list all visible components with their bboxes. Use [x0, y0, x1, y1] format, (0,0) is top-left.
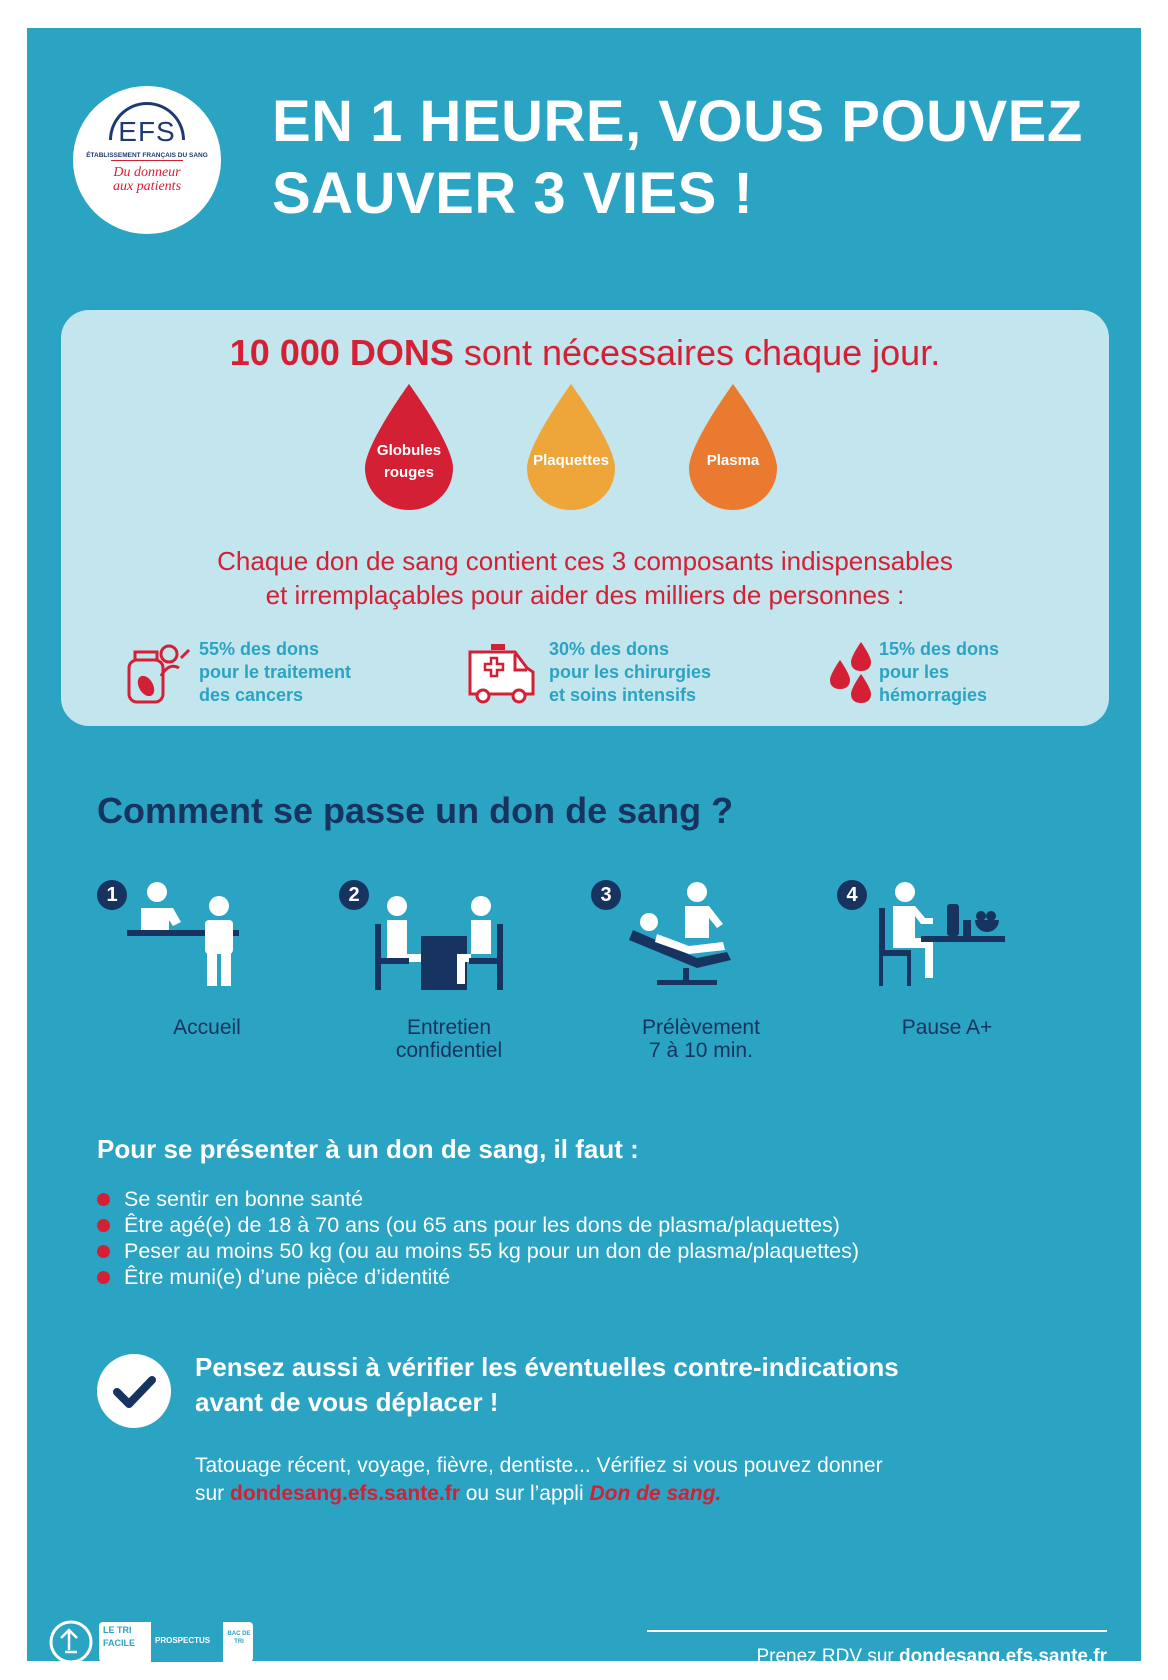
- tri-bac: BAC DE TRI: [227, 1631, 251, 1645]
- logo-name: EFS: [118, 116, 176, 147]
- dons-count: 10 000 DONS: [229, 332, 454, 373]
- drop-plasma: [685, 382, 781, 512]
- recycling-badge: [47, 1618, 257, 1666]
- logo-tagline-2: aux patients: [112, 179, 182, 194]
- drop-plaquettes: [523, 382, 619, 512]
- website-link[interactable]: dondesang.efs.sante.fr: [230, 1482, 460, 1505]
- drop-label-line-2: rouges: [383, 464, 434, 481]
- drop-globules-rouges: [361, 382, 457, 512]
- footer-link[interactable]: dondesang.efs.sante.fr: [899, 1646, 1107, 1667]
- contre-indications-title: [195, 1350, 899, 1420]
- stat-line-2: pour les: [879, 662, 950, 682]
- stat-line-3: des cancers: [199, 685, 304, 705]
- list-item: Se sentir en bonne santé: [97, 1186, 859, 1212]
- blood-draw-icon: [627, 880, 757, 990]
- footer-divider: [647, 1630, 1107, 1632]
- requirements-list: [97, 1186, 859, 1290]
- dons-rest: sont nécessaires chaque jour.: [453, 332, 941, 373]
- step-label-line: Pause A+: [901, 1016, 993, 1039]
- contre-indications-line-2: avant de vous déplacer !: [195, 1387, 499, 1417]
- snack-break-icon: [867, 880, 1007, 990]
- list-item: Être agé(e) de 18 à 70 ans (ou 65 ans pour les dons de plasma/plaquettes): [97, 1212, 859, 1238]
- stat-line-3: et soins intensifs: [549, 685, 697, 705]
- logo-subtitle: ÉTABLISSEMENT FRANÇAIS DU SANG: [86, 152, 208, 159]
- dons-needed: [61, 332, 1109, 374]
- step-label-line: Accueil: [173, 1016, 241, 1039]
- drop-label: Plaquettes: [533, 452, 609, 469]
- logo-tagline: [73, 166, 221, 194]
- headline-line-1: EN 1 HEURE, VOUS POUVEZ: [272, 89, 1083, 154]
- contre-indications-line-1: Pensez aussi à vérifier les éventuelles contre-indications: [195, 1352, 899, 1382]
- stat-line-2: pour les chirurgies: [549, 662, 712, 682]
- dons-panel: [61, 310, 1109, 726]
- headline-line-2: SAUVER 3 VIES !: [272, 161, 754, 226]
- efs-logo: [73, 86, 221, 234]
- list-item: Être muni(e) d’une pièce d’identité: [97, 1264, 859, 1290]
- requirements-title: Pour se présenter à un don de sang, il faut :: [97, 1134, 639, 1164]
- contre-indications-text-2: [195, 1480, 883, 1508]
- stat-line-1: 15% des dons: [879, 639, 1000, 659]
- ambulance-icon: [467, 638, 537, 708]
- contre-indications-text: [195, 1452, 883, 1508]
- step-label-line: 7 à 10 min.: [649, 1039, 753, 1062]
- recycling-icon: [47, 1618, 257, 1666]
- composants-line-1: Chaque don de sang contient ces 3 composants indispensables: [217, 546, 953, 576]
- stat-line-2: pour le traitement: [199, 662, 352, 682]
- checkmark-icon: [97, 1354, 171, 1428]
- tri-prospectus: PROSPECTUS: [155, 1636, 211, 1645]
- step-label: [97, 1016, 317, 1039]
- app-name: Don de sang.: [589, 1482, 722, 1505]
- step-number: 4: [837, 880, 867, 910]
- poster: [27, 28, 1141, 1667]
- step-label-line: confidentiel: [395, 1039, 503, 1062]
- step-number: 1: [97, 880, 127, 910]
- step-label-line: Entretien: [406, 1016, 492, 1039]
- drop-label-line-1: Globules: [376, 442, 442, 459]
- text-part: ou sur l’appli: [459, 1482, 590, 1505]
- reception-icon: [127, 880, 277, 990]
- tri-line-2: FACILE: [103, 1638, 136, 1648]
- tri-line-1: LE TRI: [103, 1625, 132, 1635]
- step-number: 3: [591, 880, 621, 910]
- headline: [272, 86, 1092, 230]
- stat-text: [549, 638, 711, 707]
- composants-line-2: et irremplaçables pour aider des milliers de personnes :: [265, 580, 905, 610]
- text-part: sur: [195, 1482, 231, 1505]
- step-label: [837, 1016, 1057, 1039]
- interview-icon: [369, 894, 519, 994]
- stat-line-3: hémorragies: [879, 685, 988, 705]
- logo-tagline-1: Du donneur: [113, 165, 181, 180]
- stat-text: [879, 638, 999, 707]
- stat-line-1: 55% des dons: [199, 639, 320, 659]
- list-item: Peser au moins 50 kg (ou au moins 55 kg pour un don de plasma/plaquettes): [97, 1238, 859, 1264]
- contre-indications-text-1: Tatouage récent, voyage, fièvre, dentiste... Vérifiez si vous pouvez donner: [195, 1454, 883, 1477]
- blood-drops-icon: [829, 638, 873, 708]
- tri-text: [103, 1624, 135, 1650]
- stat-line-1: 30% des dons: [549, 639, 670, 659]
- step-label: [591, 1016, 811, 1062]
- stat-text: [199, 638, 351, 707]
- drop-orange-icon: [685, 382, 781, 512]
- composants-text: [61, 544, 1109, 612]
- footer-rdv: [647, 1646, 1107, 1668]
- drop-yellow-icon: [523, 382, 619, 512]
- footer-rdv-text: Prenez RDV sur: [756, 1646, 899, 1667]
- step-label-line: Prélèvement: [642, 1016, 760, 1039]
- logo-divider: [111, 160, 183, 161]
- step-number: 2: [339, 880, 369, 910]
- medicine-icon: [123, 638, 193, 708]
- drop-label: [361, 440, 457, 484]
- how-title: Comment se passe un don de sang ?: [97, 790, 734, 831]
- step-label: [339, 1016, 559, 1062]
- drop-label: Plasma: [706, 452, 760, 469]
